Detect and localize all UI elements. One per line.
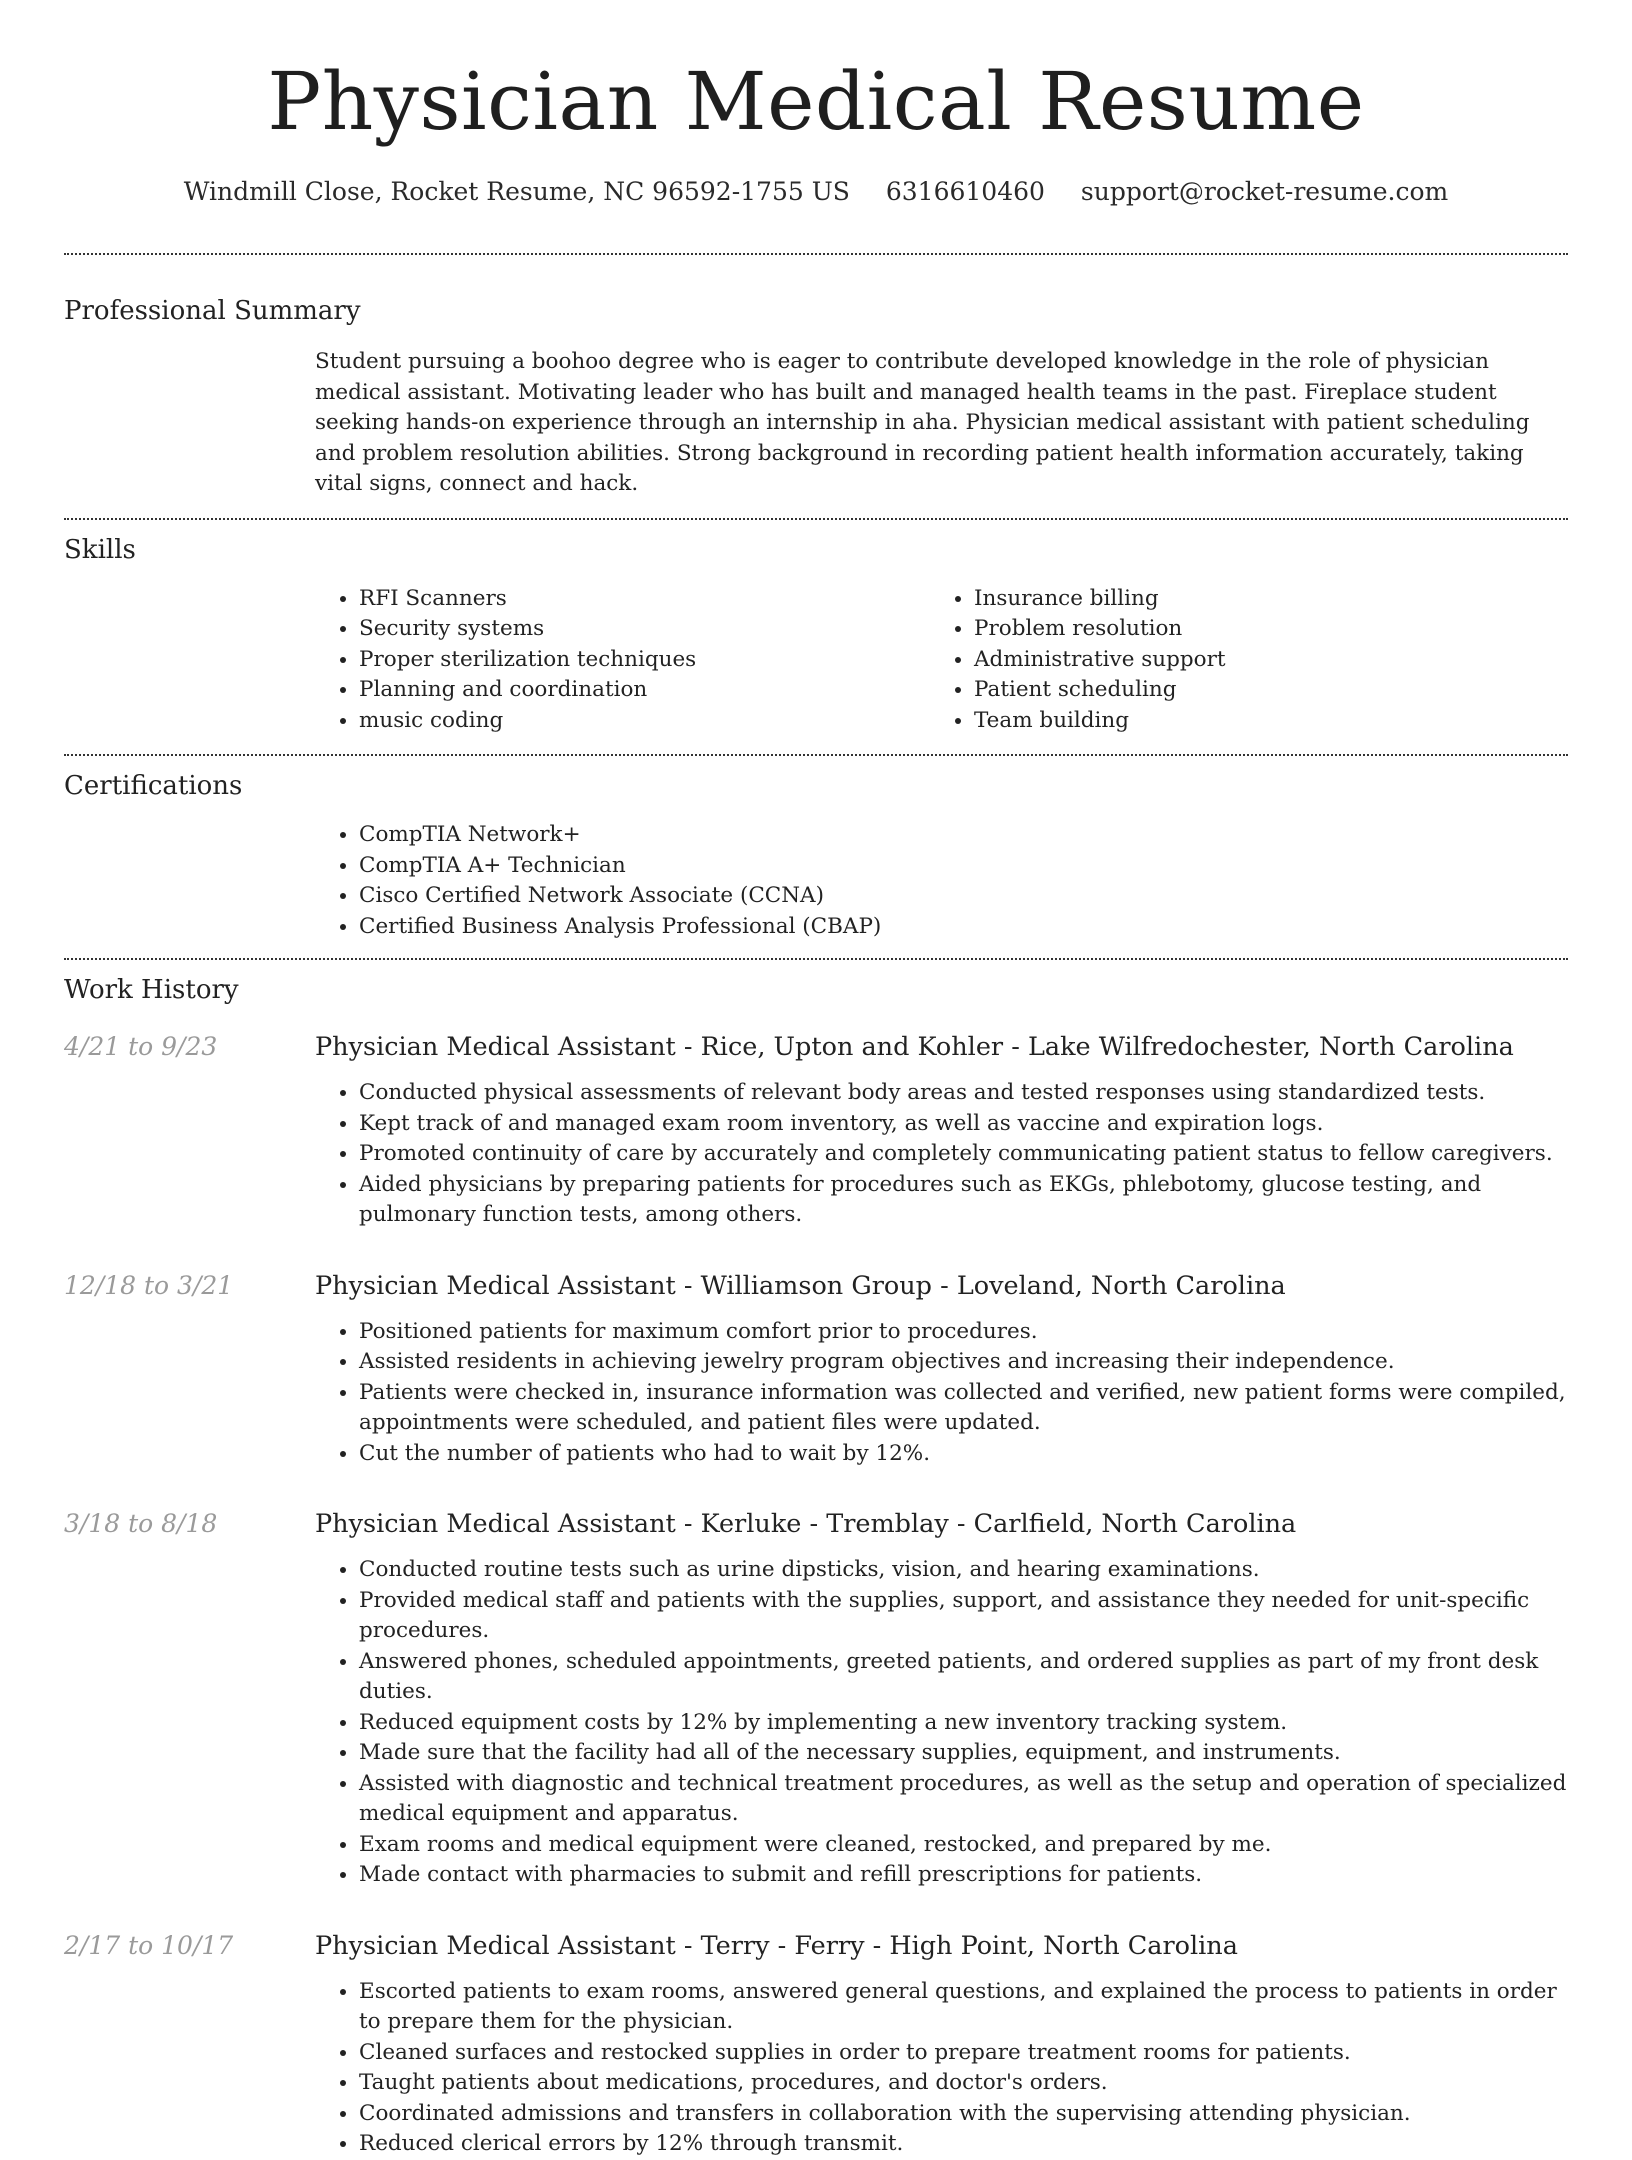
job-entry [64,1507,1568,1891]
job-entry [64,1030,1568,1231]
list-item: • Positioned patients for maximum comfort prior to procedures. [359,1317,1568,1348]
list-item: • Kept track of and managed exam room inventory, as well as vaccine and expiration logs. [359,1109,1568,1140]
job-title: Physician Medical Assistant - Rice, Upton and Kohler - Lake Wilfredochester, North Carolina [315,1032,1514,1062]
list-item: • Conducted routine tests such as urine dipsticks, vision, and hearing examinations. [359,1555,1568,1586]
section-title-work-history: Work History [64,975,239,1005]
list-item: • Assisted residents in achieving jewelry program objectives and increasing their independence. [359,1347,1568,1378]
list-item: • Exam rooms and medical equipment were cleaned, restocked, and prepared by me. [359,1830,1568,1861]
job-title: Physician Medical Assistant - Terry - Ferry - High Point, North Carolina [315,1930,1238,1961]
list-item: • Reduced equipment costs by 12% by implementing a new inventory tracking system. [359,1708,1568,1739]
list-item: • Problem resolution [974,614,1490,645]
job-bullets [315,1555,1568,1891]
list-item: • Coordinated admissions and transfers in collaboration with the supervising attending physician. [359,2099,1568,2130]
list-item: • Team building [974,706,1490,737]
list-item: • Proper sterilization techniques [359,645,930,676]
list-item: • Aided physicians by preparing patients for procedures such as EKGs, phlebotomy, glucose testing, and pulmonary function tests, among others. [359,1170,1568,1231]
list-item: • Patients were checked in, insurance information was collected and verified, new patient forms were compiled, appointments were scheduled, and patient files were updated. [359,1378,1568,1439]
job-title: Physician Medical Assistant - Williamson Group - Loveland, North Carolina [315,1270,1286,1301]
list-item: • Promoted continuity of care by accurately and completely communicating patient status to fellow caregivers. [359,1139,1568,1170]
phone-text: 6316610460 [885,177,1045,206]
job-entry [64,1929,1568,2160]
job-date: 12/18 to 3/21 [64,1270,234,1300]
contact-line [64,176,1568,208]
list-item: • Assisted with diagnostic and technical treatment procedures, as well as the setup and operation of specialized medical equipment and apparatus. [359,1769,1568,1830]
job-title: Physician Medical Assistant - Kerluke - Tremblay - Carlfield, North Carolina [315,1509,1297,1539]
address-text: Windmill Close, Rocket Resume, NC 96592-1755 US [183,177,850,206]
list-item: • CompTIA Network+ [359,820,1568,851]
list-item: • Insurance billing [974,584,1490,615]
resume-name: Physician Medical Resume [267,55,1365,148]
list-item: • CompTIA A+ Technician [359,851,1568,882]
list-item: • RFI Scanners [359,584,930,615]
list-item: • Provided medical staff and patients with the supplies, support, and assistance they needed for unit-specific procedures. [359,1586,1568,1647]
list-item: • Patient scheduling [974,675,1490,706]
list-item: • Conducted physical assessments of relevant body areas and tested responses using standardized tests. [359,1078,1568,1109]
email-text: support@rocket-resume.com [1080,177,1449,206]
list-item: • Cut the number of patients who had to wait by 12%. [359,1439,1568,1470]
list-item: • Administrative support [974,645,1490,676]
skills-list-left [315,584,930,737]
certifications-list [315,820,1568,958]
section-title-summary: Professional Summary [64,296,361,326]
list-item: • Cleaned surfaces and restocked supplies in order to prepare treatment rooms for patients. [359,2038,1568,2069]
section-title-skills: Skills [64,534,136,565]
job-bullets [315,1078,1568,1231]
list-item: • Escorted patients to exam rooms, answered general questions, and explained the process to patients in order to prepare them for the physician. [359,1977,1568,2038]
list-item: • Certified Business Analysis Professional (CBAP) [359,912,1568,943]
list-item: • Made contact with pharmacies to submit and refill prescriptions for patients. [359,1860,1568,1891]
certifications-section [64,756,1568,958]
list-item: • Taught patients about medications, procedures, and doctor's orders. [359,2068,1568,2099]
job-date: 3/18 to 8/18 [64,1509,218,1538]
section-title-certifications: Certifications [64,771,243,801]
job-bullets [315,1317,1568,1470]
work-history-section [64,960,1568,2160]
summary-text: Student pursuing a boohoo degree who is eager to contribute developed knowledge in the role of physician medical assistant. Motivating leader who has built and managed health teams in the past. Fireplace student seeking hands-on experience through an internship in aha. Physician medical assistant with patient scheduling and problem resolution abilities. Strong background in recording patient health information accurately, taking vital signs, connect and hack. [315,349,1530,496]
job-date: 4/21 to 9/23 [64,1032,218,1061]
skills-section [64,520,1568,755]
list-item: • Cisco Certified Network Associate (CCNA) [359,881,1568,912]
skills-grid [315,584,1568,755]
job-date: 2/17 to 10/17 [64,1930,234,1960]
job-entry [64,1269,1568,1470]
list-item: • Security systems [359,614,930,645]
summary-section [64,255,1568,518]
list-item: • Answered phones, scheduled appointments, greeted patients, and ordered supplies as part of my front desk duties. [359,1647,1568,1708]
list-item: • Planning and coordination [359,675,930,706]
list-item: • Reduced clerical errors by 12% through transmit. [359,2129,1568,2160]
list-item: • music coding [359,706,930,737]
list-item: • Made sure that the facility had all of the necessary supplies, equipment, and instruments. [359,1738,1568,1769]
skills-list-right [930,584,1490,737]
job-bullets [315,1977,1568,2160]
